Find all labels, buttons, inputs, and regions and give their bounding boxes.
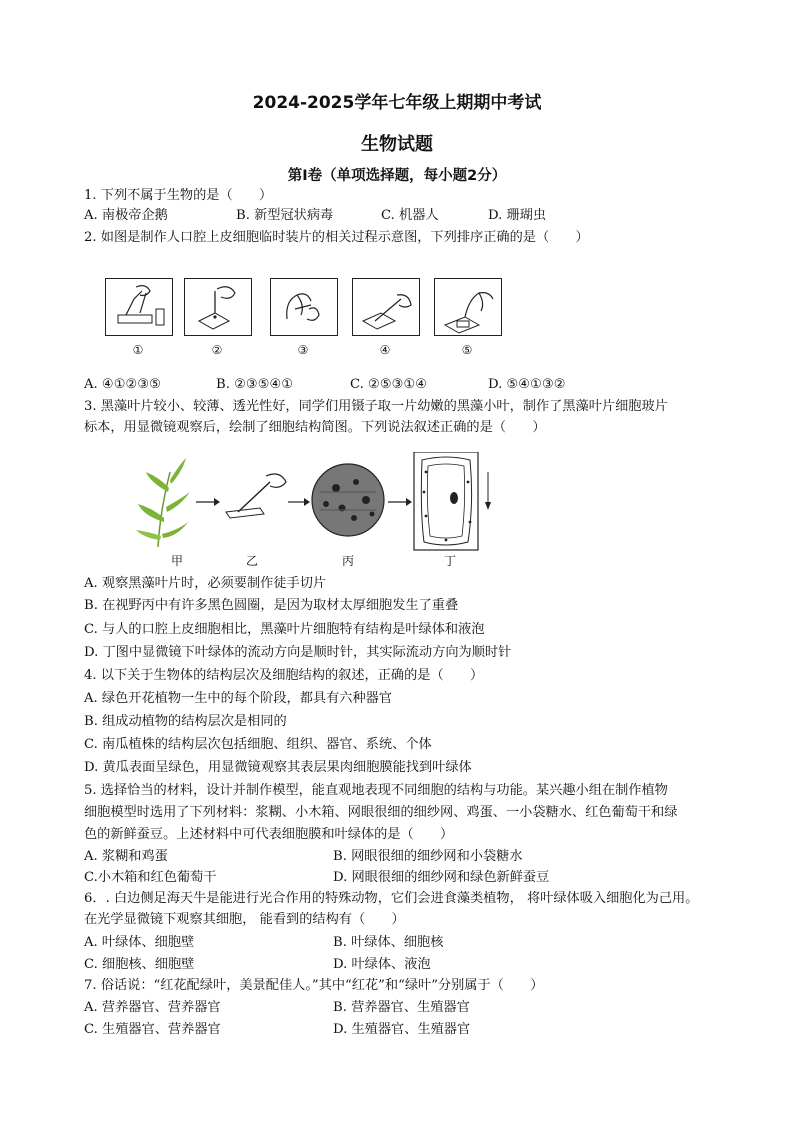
step-1-illustration xyxy=(105,278,173,336)
question-5-stem-line-2: 细胞模型时选用了下列材料：浆糊、小木箱、网眼很细的细纱网、鸡蛋、一小袋糖水、红色葡萄干和绿 xyxy=(84,805,678,820)
question-5-stem-line-3: 色的新鲜蚕豆。上述材料中可代表细胞膜和叶绿体的是（ ） xyxy=(84,827,454,842)
q2-option-c: C. ②⑤③①④ xyxy=(350,377,428,392)
q4-option-d: D. 黄瓜表面呈绿色，用显微镜观察其表层果肉细胞膜能找到叶绿体 xyxy=(84,760,472,775)
question-6-stem-line-2: 在光学显微镜下观察其细胞， 能看到的结构有（ ） xyxy=(84,912,405,927)
q3-option-d: D. 丁图中显微镜下叶绿体的流动方向是顺时针，其实际流动方向为顺时针 xyxy=(84,645,512,660)
figure-label-3: ③ xyxy=(297,343,309,357)
q6-option-b: B. 叶绿体、细胞核 xyxy=(333,935,444,950)
q7-option-a: A. 营养器官、营养器官 xyxy=(84,1000,221,1015)
q3-option-b: B. 在视野丙中有许多黑色圆圈，是因为取材太厚细胞发生了重叠 xyxy=(84,598,459,613)
subject-title: 生物试题 xyxy=(361,134,433,155)
question-5-stem-line-1: 5. 选择恰当的材料，设计并制作模型，能直观地表现不同细胞的结构与功能。某兴趣小组在制作植物 xyxy=(84,783,668,798)
q5-option-a: A. 浆糊和鸡蛋 xyxy=(84,849,168,864)
question-2-stem: 2. 如图是制作人口腔上皮细胞临时装片的相关过程示意图，下列排序正确的是（ ） xyxy=(84,230,589,245)
q2-option-b: B. ②③⑤④① xyxy=(216,377,294,392)
q7-option-d: D. 生殖器官、生殖器官 xyxy=(333,1022,471,1037)
q1-option-a: A. 南极帝企鹅 xyxy=(84,208,168,223)
cell-diagram xyxy=(414,452,491,550)
q6-option-d: D. 叶绿体、液泡 xyxy=(333,957,431,972)
question-7-stem: 7. 俗话说：“红花配绿叶，美景配佳人。”其中“红花”和“绿叶”分别属于（ ） xyxy=(84,978,544,993)
plant-illustration xyxy=(136,458,190,547)
figure-label-1: ① xyxy=(132,343,144,357)
figure-label-ding: 丁 xyxy=(444,554,457,568)
step-5-illustration xyxy=(434,278,502,336)
q3-option-a: A. 观察黑藻叶片时，必须要制作徒手切片 xyxy=(84,576,327,591)
q7-option-b: B. 营养器官、生殖器官 xyxy=(333,1000,470,1015)
q1-option-b: B. 新型冠状病毒 xyxy=(236,208,334,223)
figure-label-yi: 乙 xyxy=(246,554,259,568)
heizao-figure xyxy=(130,452,530,552)
q2-option-d: D. ⑤④①③② xyxy=(488,377,566,392)
step-3-illustration xyxy=(270,278,338,336)
figure-label-bing: 丙 xyxy=(342,554,355,568)
q1-option-c: C. 机器人 xyxy=(381,208,439,223)
q6-option-a: A. 叶绿体、细胞壁 xyxy=(84,935,195,950)
microscope-view xyxy=(312,464,384,536)
tweezers-illustration xyxy=(226,474,286,518)
section-heading: 第Ⅰ卷（单项选择题，每小题2分） xyxy=(287,168,507,184)
figure-label-5: ⑤ xyxy=(461,343,473,357)
question-1-stem: 1. 下列不属于生物的是（ ） xyxy=(84,188,273,203)
question-4-stem: 4. 以下关于生物体的结构层次及细胞结构的叙述，正确的是（ ） xyxy=(84,668,484,683)
q2-option-a: A. ④①②③⑤ xyxy=(84,377,162,392)
figure-label-jia: 甲 xyxy=(171,554,184,568)
q5-option-d: D. 网眼很细的细纱网和绿色新鲜蚕豆 xyxy=(333,870,550,885)
q5-option-b: B. 网眼很细的细纱网和小袋糖水 xyxy=(333,849,523,864)
figure-label-4: ④ xyxy=(379,343,391,357)
exam-title: 2024-2025学年七年级上期期中考试 xyxy=(252,93,542,113)
q4-option-c: C. 南瓜植株的结构层次包括细胞、组织、器官、系统、个体 xyxy=(84,737,432,752)
q4-option-b: B. 组成动植物的结构层次是相同的 xyxy=(84,714,287,729)
q7-option-c: C. 生殖器官、营养器官 xyxy=(84,1022,221,1037)
q5-option-c: C.小木箱和红色葡萄干 xyxy=(84,870,217,885)
q1-option-d: D. 珊瑚虫 xyxy=(488,208,547,223)
step-4-illustration xyxy=(352,278,420,336)
step-2-illustration xyxy=(184,278,252,336)
q4-option-a: A. 绿色开花植物一生中的每个阶段，都具有六种器官 xyxy=(84,691,393,706)
question-3-stem-line-2: 标本，用显微镜观察后，绘制了细胞结构简图。下列说法叙述正确的是（ ） xyxy=(84,420,546,435)
q3-option-c: C. 与人的口腔上皮细胞相比，黑藻叶片细胞特有结构是叶绿体和液泡 xyxy=(84,622,485,637)
figure-label-2: ② xyxy=(211,343,223,357)
question-3-stem-line-1: 3. 黑藻叶片较小、较薄、透光性好，同学们用镊子取一片幼嫩的黑藻小叶，制作了黑藻叶片细胞玻片 xyxy=(84,399,668,414)
q6-option-c: C. 细胞核、细胞壁 xyxy=(84,957,195,972)
question-6-stem-line-1: 6．. 白边侧足海天牛是能进行光合作用的特殊动物，它们会进食藻类植物， 将叶绿体吸入细胞化为己用。 xyxy=(84,891,699,906)
